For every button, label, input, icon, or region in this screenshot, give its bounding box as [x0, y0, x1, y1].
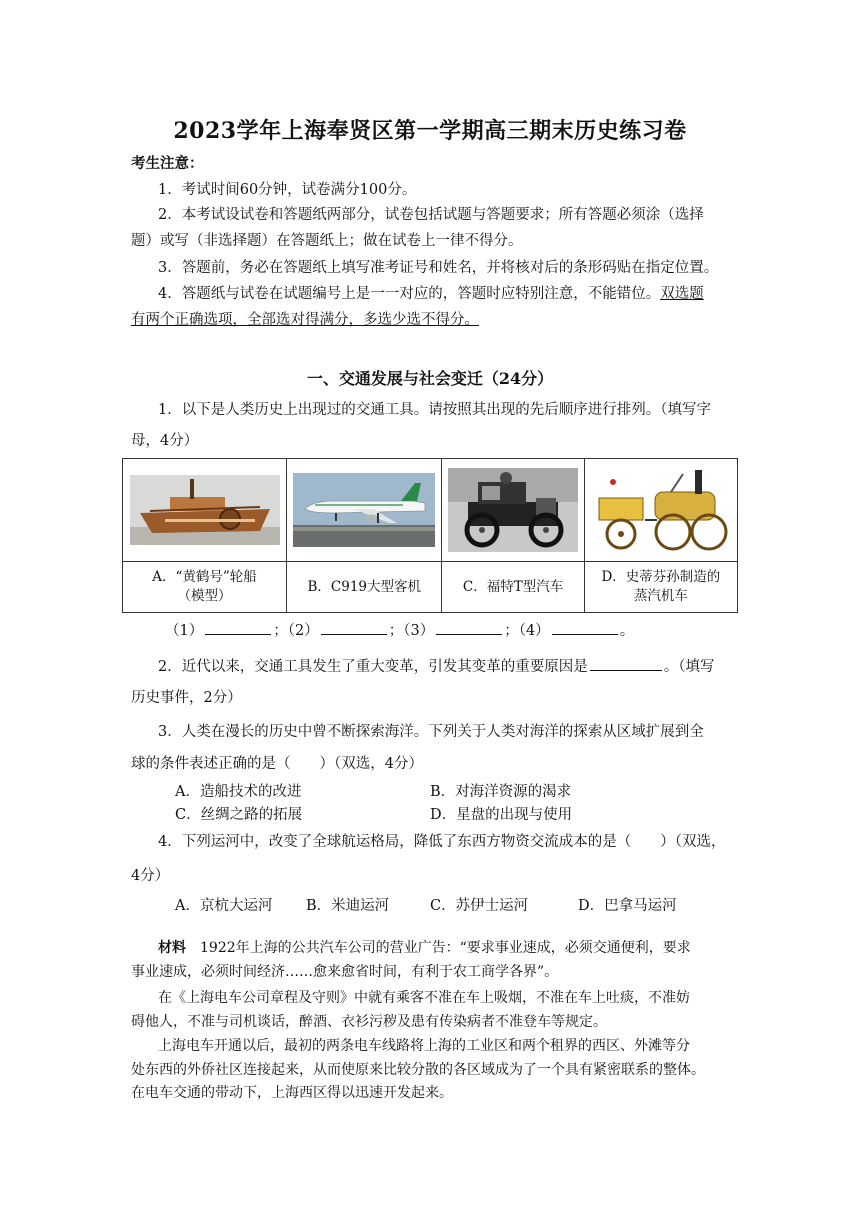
notice-item-2: 2．本考试设试卷和答题纸两部分，试卷包括试题与答题要求；所有答题必须涂（选择 — [158, 207, 704, 223]
steamboat-model-image — [130, 475, 280, 545]
vehicle-cell-a — [123, 459, 287, 562]
notice-double-choice-rule: 双选题 — [660, 286, 704, 302]
notice-item-1: 1．考试时间60分钟，试卷满分100分。 — [158, 182, 417, 198]
notice-item-2-cont: 题）或写（非选择题）在答题纸上；做在试卷上一律不得分。 — [131, 233, 523, 249]
material-label: 材料 — [158, 940, 186, 956]
q4-text: 4．下列运河中，改变了全球航运格局，降低了东西方物资交流成本的是（ ）（双选， — [158, 834, 726, 850]
q3-option-b[interactable]: B．对海洋资源的渴求 — [430, 784, 572, 800]
q1-blank-3[interactable] — [436, 620, 502, 635]
section-title: 一、交通发展与社会变迁（24分） — [306, 369, 554, 388]
material-line-7: 在电车交通的带动下，上海西区得以迅速开发起来。 — [131, 1085, 453, 1101]
q2-text-cont: 历史事件，2分） — [131, 690, 242, 706]
q1-blank-2[interactable] — [321, 620, 387, 635]
material-line-3: 在《上海电车公司章程及守则》中就有乘客不准在车上吸烟，不准在车上吐痰，不准妨 — [158, 990, 690, 1006]
q1-blank-4[interactable] — [552, 620, 618, 635]
q4-text-cont: 4分） — [131, 868, 170, 884]
steam-locomotive-image — [591, 468, 731, 552]
q3-text: 3．人类在漫长的历史中曾不断探索海洋。下列关于人类对海洋的探索从区域扩展到全 — [158, 724, 704, 740]
q3-option-c[interactable]: C．丝绸之路的拓展 — [175, 807, 303, 823]
vehicle-cell-c — [442, 459, 584, 562]
q1-text-cont: 母，4分） — [131, 433, 199, 449]
ford-model-t-image — [448, 468, 578, 552]
q4-option-b[interactable]: B．米迪运河 — [306, 898, 390, 914]
material-line-5: 上海电车开通以后，最初的两条电车线路将上海的工业区和两个租界的西区、外滩等分 — [158, 1038, 690, 1054]
q3-option-d[interactable]: D．星盘的出现与使用 — [430, 807, 573, 823]
notice-item-3: 3．答题前，务必在答题纸上填写准考证号和姓名，并将核对后的条形码贴在指定位置。 — [158, 260, 719, 276]
c919-airliner-image — [293, 473, 435, 547]
q1-text: 1．以下是人类历史上出现过的交通工具。请按照其出现的先后顺序进行排列。（填写字 — [158, 402, 711, 418]
vehicle-cell-d — [584, 459, 737, 562]
q4-option-a[interactable]: A．京杭大运河 — [175, 898, 273, 914]
q1-answer-line: （1） ；（2） ；（3） ；（4） 。 — [165, 620, 634, 641]
q2-blank[interactable] — [590, 656, 662, 671]
material-line-1: 材料 1922年上海的公共汽车公司的营业广告：“要求事业速成，必须交通便利，要求 — [158, 940, 691, 956]
q3-option-a[interactable]: A．造船技术的改进 — [175, 784, 302, 800]
page-title: 2023学年上海奉贤区第一学期高三期末历史练习卷 — [173, 118, 687, 144]
material-line-2: 事业速成，必须时间经济……愈来愈省时间，有利于农工商学各界”。 — [131, 964, 559, 980]
vehicle-cell-b — [287, 459, 442, 562]
vehicle-table — [122, 458, 738, 613]
q4-option-c[interactable]: C．苏伊士运河 — [430, 898, 529, 914]
q2-text: 2．近代以来，交通工具发生了重大变革，引发其变革的重要原因是 。（填写 — [158, 656, 714, 677]
caption-c: C．福特T型汽车 — [442, 562, 584, 613]
caption-a: A．“黄鹤号”轮船 （模型） — [123, 562, 287, 613]
material-line-6: 处东西的外侨社区连接起来，从而使原来比较分散的各区域成为了一个具有紧密联系的整体。 — [131, 1062, 705, 1078]
q4-option-d[interactable]: D．巴拿马运河 — [578, 898, 677, 914]
q1-blank-1[interactable] — [205, 620, 271, 635]
notice-heading: 考生注意： — [131, 155, 204, 172]
notice-item-4: 4．答题纸与试卷在试题编号上是一一对应的，答题时应特别注意，不能错位。双选题 — [158, 286, 704, 302]
notice-item-4-cont: 有两个正确选项，全部选对得满分，多选少选不得分。 — [131, 312, 479, 328]
caption-d: D．史蒂芬孙制造的 蒸汽机车 — [584, 562, 737, 613]
caption-b: B．C919大型客机 — [287, 562, 442, 613]
material-line-4: 碍他人，不准与司机谈话，醉酒、衣衫污秽及患有传染病者不准登车等规定。 — [131, 1014, 607, 1030]
q3-text-cont: 球的条件表述正确的是（ ）（双选，4分） — [131, 756, 423, 772]
